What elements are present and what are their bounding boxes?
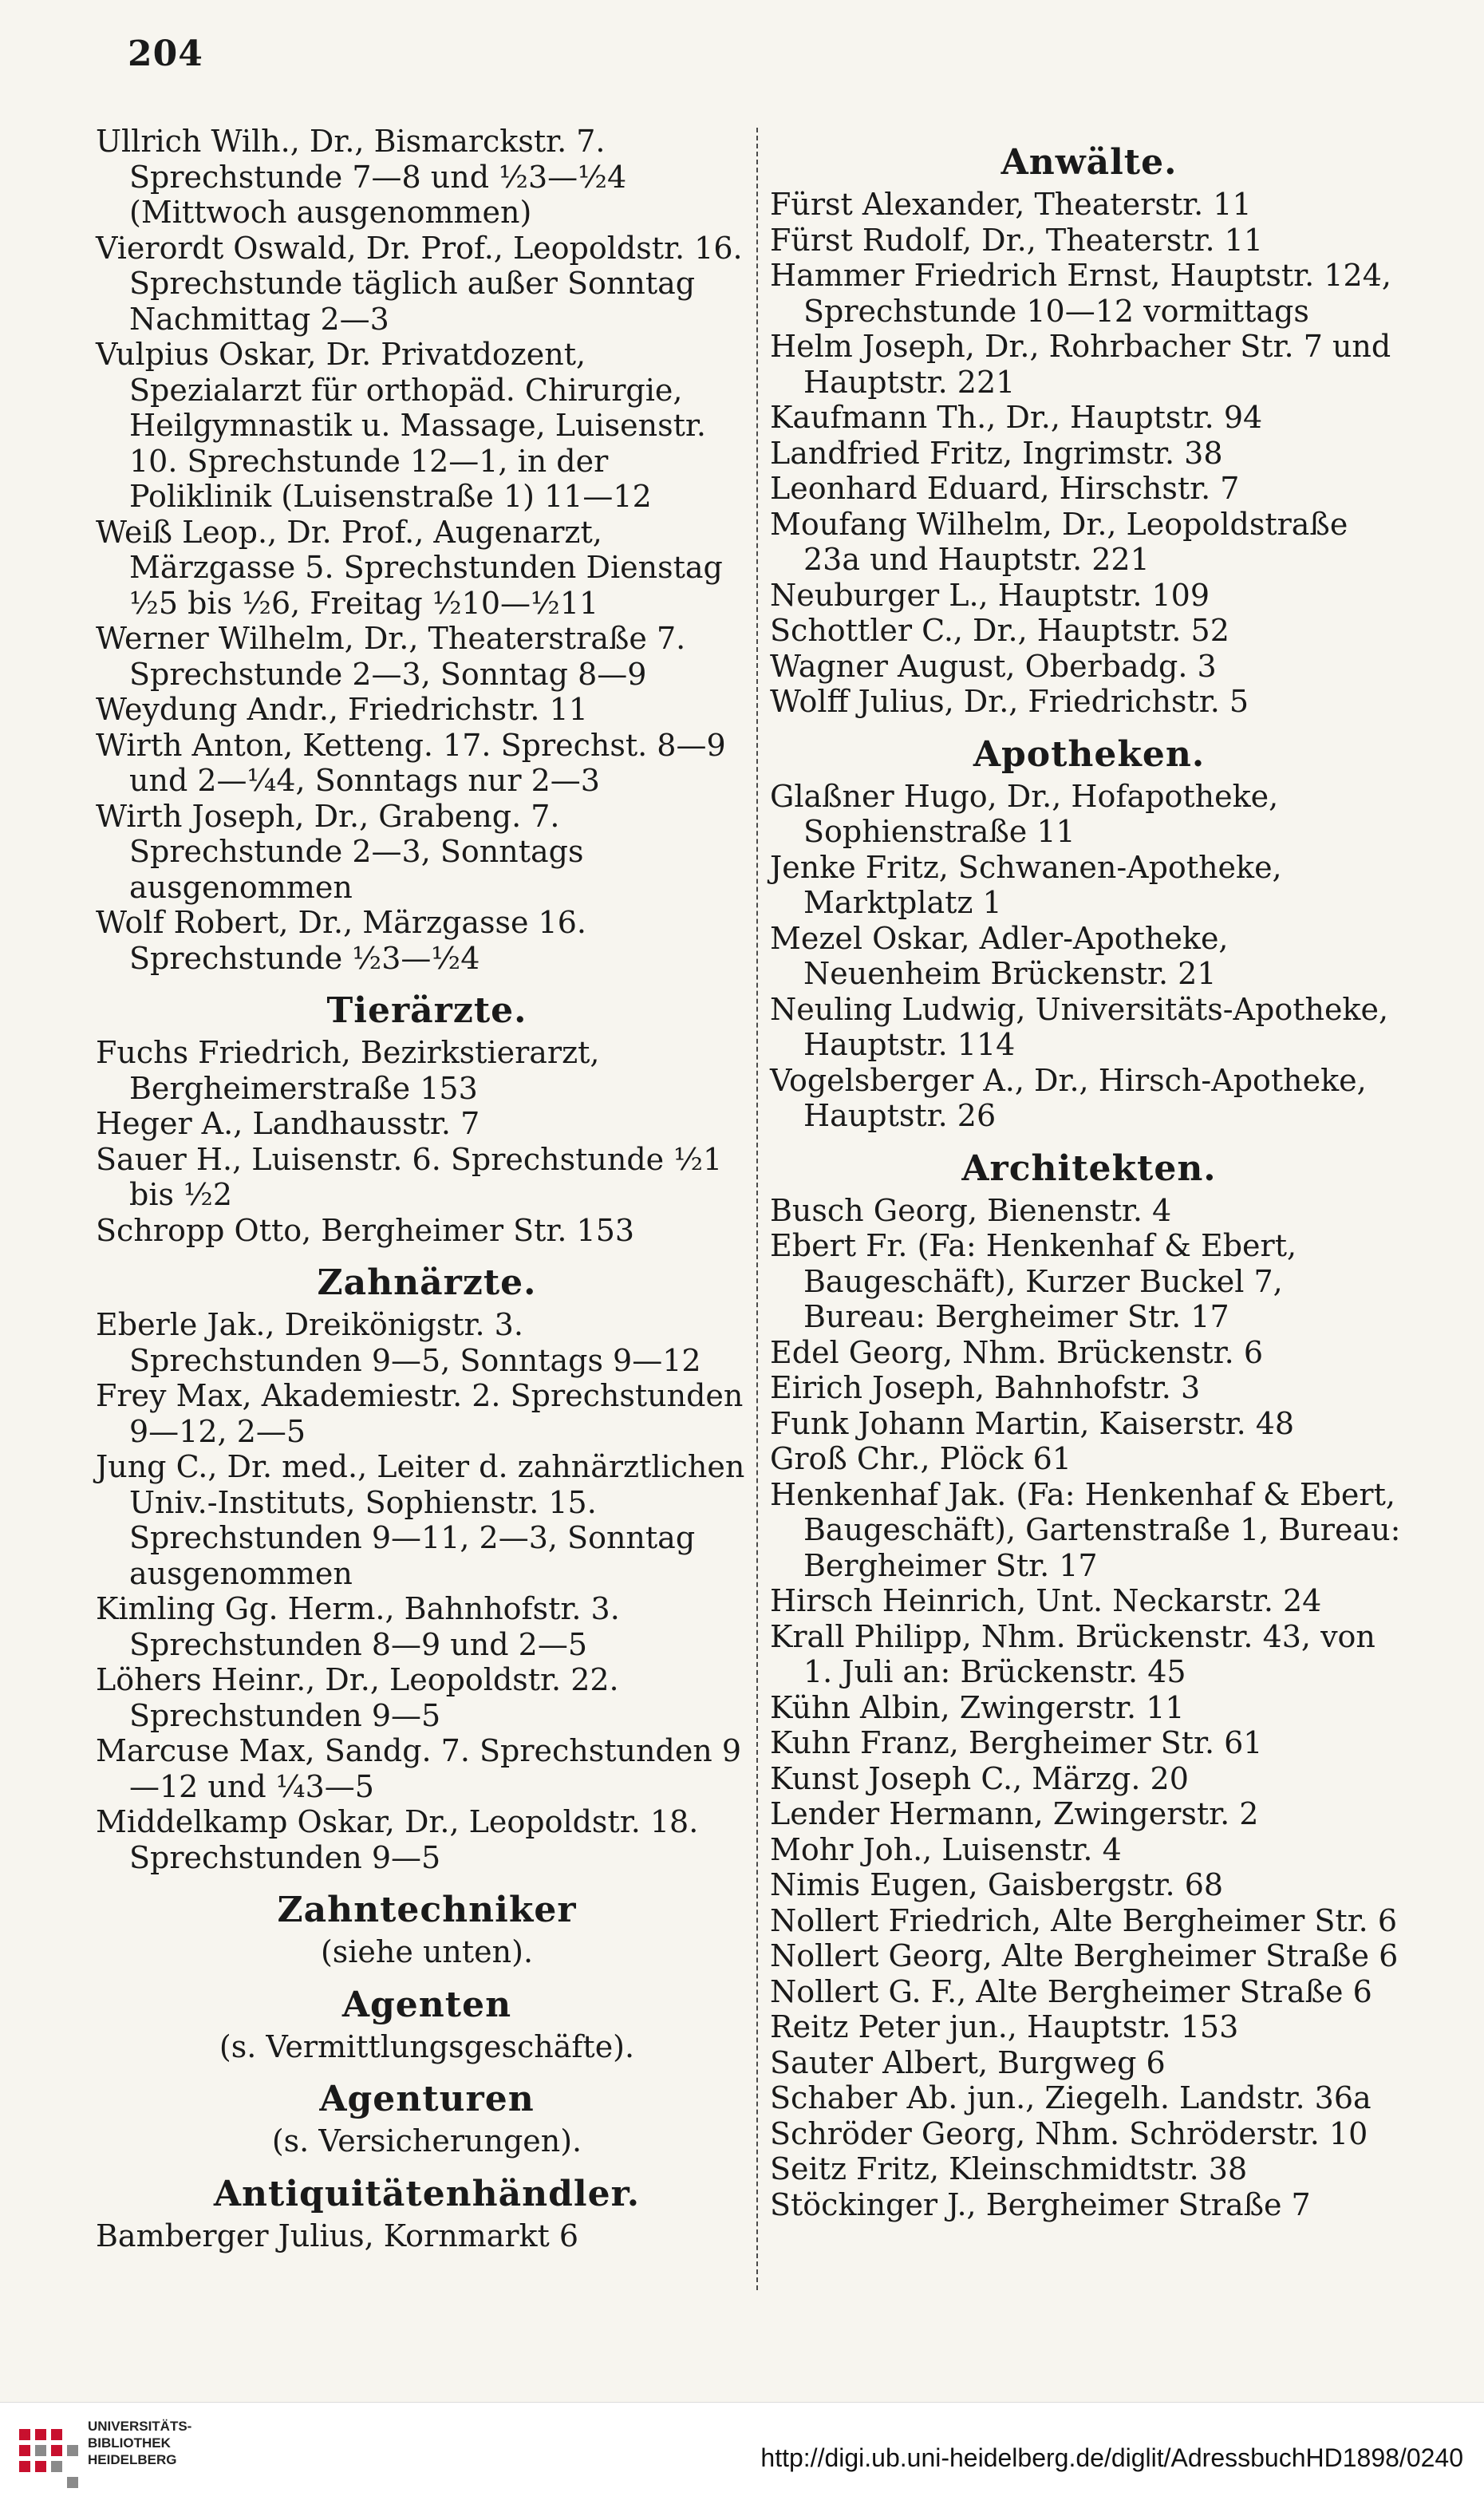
- directory-entry: Hirsch Heinrich, Unt. Neckarstr. 24: [770, 1583, 1322, 1618]
- directory-entry: Vierordt Oswald, Dr. Prof., Leopoldstr. 16. Sprechstunde täglich außer Sonntag Nachmittag 2—3: [96, 230, 743, 337]
- directory-entry: Fürst Alexander, Theaterstr. 11: [770, 187, 1252, 222]
- section-heading: Antiquitätenhändler.: [213, 2173, 641, 2214]
- directory-entry: Schaber Ab. jun., Ziegelh. Landstr. 36a: [770, 2080, 1372, 2115]
- directory-entry: Fuchs Friedrich, Bezirkstierarzt, Bergheimerstraße 153: [96, 1035, 600, 1106]
- column-divider: [756, 128, 758, 2290]
- section-heading: Zahnärzte.: [317, 1262, 537, 1303]
- directory-entry: Mezel Oskar, Adler-Apotheke, Neuenheim Brückenstr. 21: [770, 920, 1229, 991]
- directory-entry: Wirth Joseph, Dr., Grabeng. 7. Sprechstunde 2—3, Sonntags ausgenommen: [96, 798, 584, 905]
- library-name-line-1: UNIVERSITÄTS-: [88, 2419, 192, 2434]
- directory-entry: Bamberger Julius, Kornmarkt 6: [96, 2218, 579, 2253]
- directory-entry: Seitz Fritz, Kleinschmidtstr. 38: [770, 2151, 1248, 2186]
- directory-entry: Jung C., Dr. med., Leiter d. zahnärztlichen Univ.-Instituts, Sophienstr. 15. Sprechstunden 9—11, 2—3, Sonntag ausgenommen: [96, 1449, 745, 1591]
- library-name: [88, 2418, 191, 2468]
- directory-entry: Eberle Jak., Dreikönigstr. 3. Sprechstunden 9—5, Sonntags 9—12: [96, 1307, 701, 1378]
- cross-reference-note: (s. Vermittlungsgeschäfte).: [219, 2028, 635, 2064]
- directory-entry: Kuhn Franz, Bergheimer Str. 61: [770, 1725, 1263, 1760]
- directory-entry: Jenke Fritz, Schwanen-Apotheke, Marktplatz 1: [770, 849, 1282, 920]
- directory-entry: Neuling Ludwig, Universitäts-Apotheke, Hauptstr. 114: [770, 991, 1389, 1062]
- directory-entry: Kunst Joseph C., Märzg. 20: [770, 1760, 1189, 1796]
- directory-entry: Fürst Rudolf, Dr., Theaterstr. 11: [770, 222, 1264, 258]
- directory-entry: Stöckinger J., Bergheimer Straße 7: [770, 2186, 1311, 2222]
- directory-entry: Vogelsberger A., Dr., Hirsch-Apotheke, Hauptstr. 26: [770, 1062, 1367, 1133]
- directory-entry: Middelkamp Oskar, Dr., Leopoldstr. 18. Sprechstunden 9—5: [96, 1804, 699, 1875]
- directory-entry: Kaufmann Th., Dr., Hauptstr. 94: [770, 400, 1263, 435]
- directory-entry: Funk Johann Martin, Kaiserstr. 48: [770, 1405, 1295, 1441]
- directory-entry: Vulpius Oskar, Dr. Privatdozent, Spezialarzt für orthopäd. Chirurgie, Heilgymnastik u. Massage, Luisenstr. 10. Sprechstunde 12—1, in der Poliklinik (Luisenstraße 1) 11—12: [96, 337, 706, 514]
- directory-entry: Werner Wilhelm, Dr., Theaterstraße 7. Sprechstunde 2—3, Sonntag 8—9: [96, 621, 686, 692]
- directory-entry: Nimis Eugen, Gaisbergstr. 68: [770, 1867, 1224, 1902]
- left-column: [96, 124, 758, 2253]
- directory-entry: Edel Georg, Nhm. Brückenstr. 6: [770, 1334, 1264, 1370]
- source-url-link[interactable]: http://digi.ub.uni-heidelberg.de/diglit/AdressbuchHD1898/0240: [760, 2443, 1463, 2472]
- directory-entry: Wirth Anton, Ketteng. 17. Sprechst. 8—9 und 2—¼4, Sonntags nur 2—3: [96, 727, 726, 798]
- directory-entry: Ebert Fr. (Fa: Henkenhaf & Ebert, Baugeschäft), Kurzer Buckel 7, Bureau: Bergheimer Str. 17: [770, 1228, 1297, 1334]
- directory-entry: Schottler C., Dr., Hauptstr. 52: [770, 613, 1229, 648]
- directory-entry: Krall Philipp, Nhm. Brückenstr. 43, von 1. Juli an: Brückenstr. 45: [770, 1618, 1375, 1689]
- directory-entry: Weiß Leop., Dr. Prof., Augenarzt, Märzgasse 5. Sprechstunden Dienstag ½5 bis ½6, Freitag ½10—½11: [96, 514, 723, 621]
- directory-entry: Hammer Friedrich Ernst, Hauptstr. 124, Sprechstunde 10—12 vormittags: [770, 258, 1391, 329]
- directory-entry: Löhers Heinr., Dr., Leopoldstr. 22. Sprechstunden 9—5: [96, 1662, 619, 1733]
- directory-entry: Wolf Robert, Dr., Märzgasse 16. Sprechstunde ½3—½4: [96, 905, 586, 976]
- library-name-line-2: BIBLIOTHEK: [88, 2435, 171, 2451]
- directory-entry: Landfried Fritz, Ingrimstr. 38: [770, 435, 1223, 471]
- directory-entry: Reitz Peter jun., Hauptstr. 153: [770, 2009, 1239, 2044]
- section-heading: Zahntechniker: [277, 1890, 577, 1930]
- directory-entry: Eirich Joseph, Bahnhofstr. 3: [770, 1370, 1201, 1405]
- directory-entry: Nollert Georg, Alte Bergheimer Straße 6: [770, 1938, 1399, 1973]
- cross-reference-note: (siehe unten).: [320, 1934, 534, 1969]
- directory-entry: Kimling Gg. Herm., Bahnhofstr. 3. Sprechstunden 8—9 und 2—5: [96, 1591, 620, 1662]
- directory-entry: Schropp Otto, Bergheimer Str. 153: [96, 1212, 635, 1248]
- directory-entry: Schröder Georg, Nhm. Schröderstr. 10: [770, 2115, 1368, 2151]
- directory-entry: Kühn Albin, Zwingerstr. 11: [770, 1689, 1185, 1725]
- directory-entry: Moufang Wilhelm, Dr., Leopoldstraße 23a und Hauptstr. 221: [770, 506, 1348, 577]
- section-heading: Apotheken.: [973, 733, 1206, 775]
- section-heading: Agenturen: [319, 2079, 535, 2119]
- directory-entry: Heger A., Landhausstr. 7: [96, 1106, 480, 1141]
- directory-entry: Groß Chr., Plöck 61: [770, 1441, 1072, 1476]
- directory-entry: Wolff Julius, Dr., Friedrichstr. 5: [770, 684, 1249, 719]
- directory-entry: Leonhard Eduard, Hirschstr. 7: [770, 471, 1240, 506]
- section-heading: Architekten.: [961, 1147, 1217, 1189]
- section-heading: Tierärzte.: [326, 990, 527, 1031]
- directory-entry: Mohr Joh., Luisenstr. 4: [770, 1831, 1122, 1867]
- directory-entry: Helm Joseph, Dr., Rohrbacher Str. 7 und Hauptstr. 221: [770, 329, 1391, 400]
- directory-entry: Weydung Andr., Friedrichstr. 11: [96, 692, 588, 727]
- page-number: 204: [128, 34, 203, 74]
- directory-entry: Marcuse Max, Sandg. 7. Sprechstunden 9—12 und ¼3—5: [96, 1733, 742, 1804]
- directory-entry: Henkenhaf Jak. (Fa: Henkenhaf & Ebert, Baugeschäft), Gartenstraße 1, Bureau: Bergheimer Str. 17: [770, 1476, 1401, 1583]
- directory-entry: Neuburger L., Hauptstr. 109: [770, 577, 1210, 613]
- directory-entry: Lender Hermann, Zwingerstr. 2: [770, 1796, 1259, 1831]
- directory-entry: Busch Georg, Bienenstr. 4: [770, 1192, 1172, 1228]
- directory-entry: Sauer H., Luisenstr. 6. Sprechstunde ½1 bis ½2: [96, 1141, 723, 1212]
- directory-entry: Ullrich Wilh., Dr., Bismarckstr. 7. Sprechstunde 7—8 und ½3—½4 (Mittwoch ausgenommen): [96, 124, 627, 230]
- directory-entry: Nollert Friedrich, Alte Bergheimer Str. 6: [770, 1902, 1398, 1938]
- directory-entry: Wagner August, Oberbadg. 3: [770, 648, 1217, 684]
- directory-entry: Sauter Albert, Burgweg 6: [770, 2044, 1166, 2080]
- section-heading: Agenten: [341, 1984, 512, 2025]
- right-column: [770, 144, 1408, 2222]
- section-heading: Anwälte.: [1001, 142, 1178, 183]
- directory-entry: Frey Max, Akademiestr. 2. Sprechstunden 9—12, 2—5: [96, 1378, 744, 1449]
- library-name-line-3: HEIDELBERG: [88, 2452, 177, 2467]
- cross-reference-note: (s. Versicherungen).: [271, 2123, 582, 2159]
- directory-entry: Glaßner Hugo, Dr., Hofapotheke, Sophienstraße 11: [770, 778, 1279, 849]
- directory-entry: Nollert G. F., Alte Bergheimer Straße 6: [770, 1973, 1372, 2009]
